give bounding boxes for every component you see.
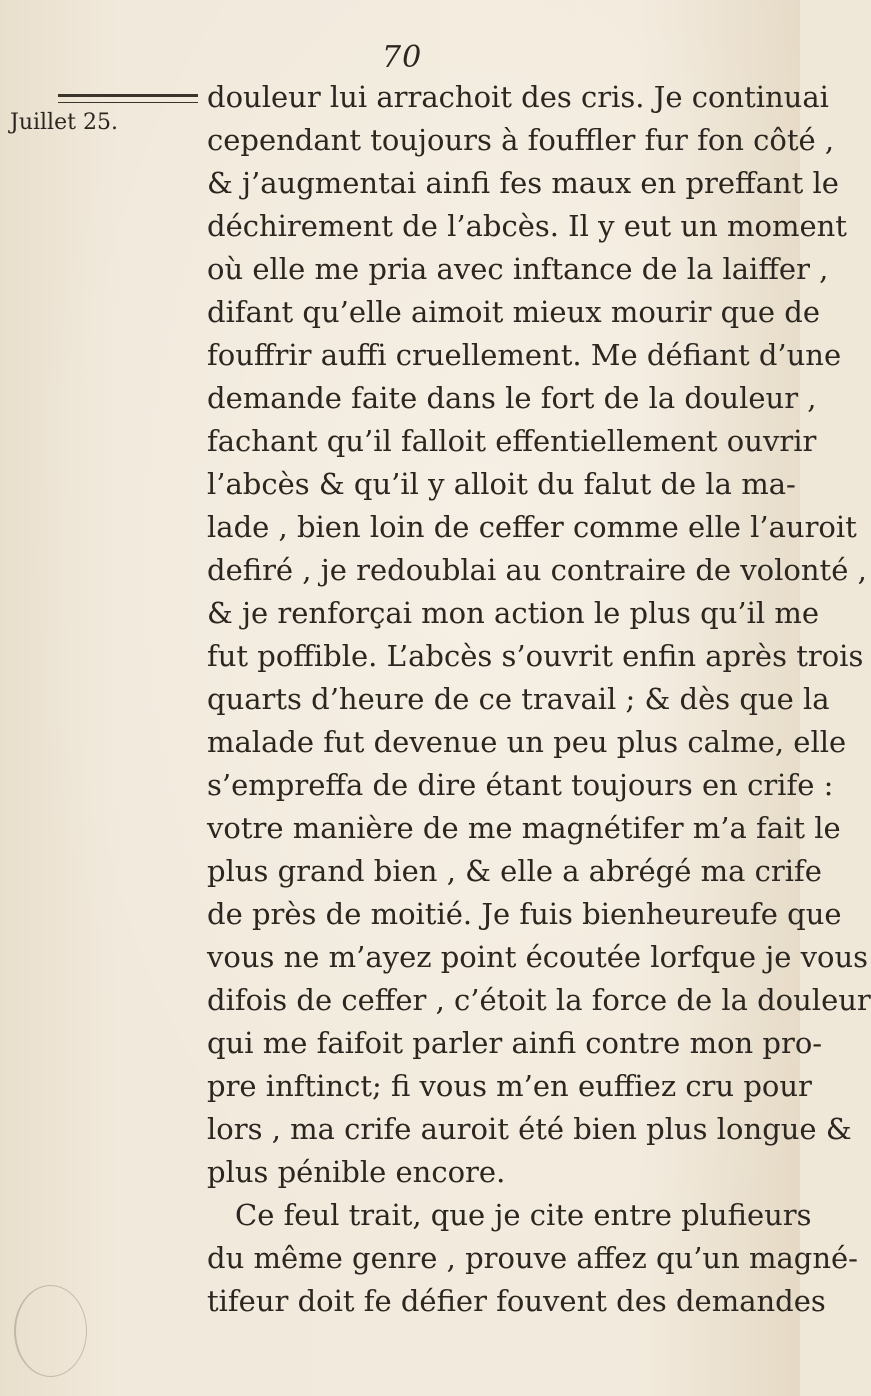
text-line: cependant toujours à fouffler fur fon côté ,	[207, 123, 835, 157]
text-line: plus grand bien , & elle a abrégé ma crife	[207, 854, 822, 888]
text-line: defiré , je redoublai au contraire de volonté ,	[207, 553, 867, 587]
text-line: difant qu’elle aimoit mieux mourir que de	[207, 295, 821, 329]
text-line: de près de moitié. Je fuis bienheureufe que	[207, 897, 842, 931]
header-rule-thin	[58, 102, 198, 103]
header-rule-thick	[58, 94, 198, 97]
text-line: lors , ma crife auroit été bien plus longue &	[207, 1112, 852, 1146]
text-line: douleur lui arrachoit des cris. Je continuai	[207, 80, 829, 114]
text-line: qui me faifoit parler ainfi contre mon pro-	[207, 1026, 823, 1060]
text-line: où elle me pria avec inftance de la laiffer ,	[207, 252, 829, 286]
text-line: demande faite dans le fort de la douleur ,	[207, 381, 817, 415]
text-line: l’abcès & qu’il y alloit du falut de la ma-	[207, 467, 796, 501]
text-line: tifeur doit fe défier fouvent des demandes	[207, 1284, 826, 1318]
text-line: fachant qu’il falloit effentiellement ouvrir	[207, 424, 817, 458]
text-line: pre inftinct; fi vous m’en euffiez cru pour	[207, 1069, 812, 1103]
text-line: malade fut devenue un peu plus calme, elle	[207, 725, 847, 759]
text-line: fouffrir auffi cruellement. Me défiant d’une	[207, 338, 842, 372]
text-line: s’empreffa de dire étant toujours en crife :	[207, 768, 834, 802]
margin-date-note: Juillet 25.	[10, 110, 118, 135]
text-line: vous ne m’ayez point écoutée lorfque je vous	[207, 940, 869, 974]
paper-stain	[14, 1285, 87, 1377]
text-line: difois de ceffer , c’étoit la force de la douleur	[207, 983, 871, 1017]
text-line: déchirement de l’abcès. Il y eut un moment	[207, 209, 847, 243]
text-line: & j’augmentai ainfi fes maux en preffant le	[207, 166, 839, 200]
text-line: votre manière de me magnétifer m’a fait le	[207, 811, 841, 845]
text-line: lade , bien loin de ceffer comme elle l’auroit	[207, 510, 857, 544]
body-text	[207, 76, 871, 1323]
text-line: fut poffible. L’abcès s’ouvrit enfin après trois	[207, 639, 864, 673]
text-line: plus pénible encore.	[207, 1155, 506, 1189]
page-number: 70	[382, 40, 423, 75]
text-line: & je renforçai mon action le plus qu’il me	[207, 596, 820, 630]
text-line: Ce feul trait, que je cite entre plufieurs	[235, 1198, 812, 1232]
text-line: du même genre , prouve affez qu’un magné-	[207, 1241, 858, 1275]
text-line: quarts d’heure de ce travail ; & dès que la	[207, 682, 830, 716]
